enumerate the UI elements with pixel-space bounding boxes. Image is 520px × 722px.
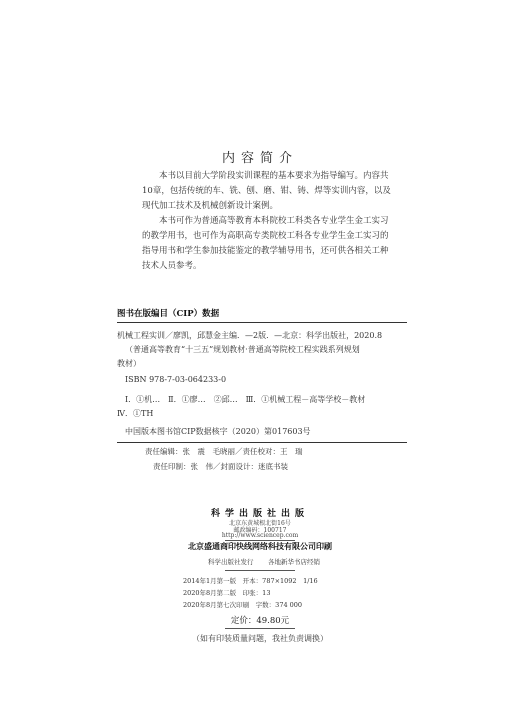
publisher-postcode: 邮政编码：100717: [233, 527, 287, 534]
seller: 各地新华书店经销: [268, 558, 320, 566]
cip-record-number: 中国版本图书馆CIP数据核字（2020）第017603号: [125, 427, 311, 436]
cip-top-rule: [117, 322, 407, 323]
cip-classification-1: Ⅰ．①机… Ⅱ．①廖… ②邱… Ⅲ．①机械工程－高等学校－教材: [125, 395, 366, 404]
cip-bottom-rule: [117, 442, 407, 443]
distribution-rule: [225, 570, 295, 571]
cip-line-3: 教材）: [117, 359, 141, 368]
publisher-website: http://www.sciencep.com: [221, 532, 299, 539]
quality-notice: （如有印装质量问题，我社负责调换）: [192, 634, 328, 643]
publisher-name: 科学出版社出版: [210, 509, 309, 519]
cip-line-1: 机械工程实训／廖凯，邱慧金主编．—2版．—北京：科学出版社，2020.8: [117, 331, 383, 340]
edition-line-3: 2020年8月第七次印刷 字数：374 000: [183, 601, 303, 609]
price-rule: [225, 628, 295, 629]
printer-name: 北京盛通商印快线网络科技有限公司印刷: [188, 541, 332, 551]
intro-paragraph-2: 本书可作为普通高等教育本科院校工科类各专业学生金工实习的教学用书，也可作为高职高专类院校工科各专业学生金工实习的指导用书和学生参加技能鉴定的教学辅导用书，还可供各相关工种技术人员参考。: [142, 216, 389, 271]
cip-classification-2: Ⅳ．①TH: [117, 409, 154, 418]
staff-editors: 责任编辑：张 震 毛晓丽／责任校对：王 瑞: [145, 447, 303, 456]
cip-header: 图书在版编目（CIP）数据: [117, 309, 220, 319]
edition-line-1: 2014年1月第一版 开本：787×1092 1/16: [183, 577, 318, 585]
section-title: 内容简介: [221, 151, 298, 166]
cip-line-2: （普通高等教育“十三五”规划教材·普通高等院校工程实践系列规划: [125, 345, 360, 354]
distributor: 科学出版社发行: [208, 558, 254, 566]
intro-paragraph-1: 本书以目前大学阶段实训课程的基本要求为指导编写。内容共10章，包括传统的车、铣、刨、磨、钳、铸、焊等实训内容，以及现代加工技术及机械创新设计案例。: [142, 171, 391, 211]
edition-line-2: 2020年8月第二版 印张：13: [183, 589, 271, 597]
staff-production: 责任印制：张 伟／封面设计：迷底书装: [153, 462, 288, 471]
cip-isbn: ISBN 978-7-03-064233-0: [125, 375, 227, 384]
publisher-address: 北京东黄城根北街16号: [229, 520, 291, 527]
price: 定价：49.80元: [230, 616, 290, 626]
